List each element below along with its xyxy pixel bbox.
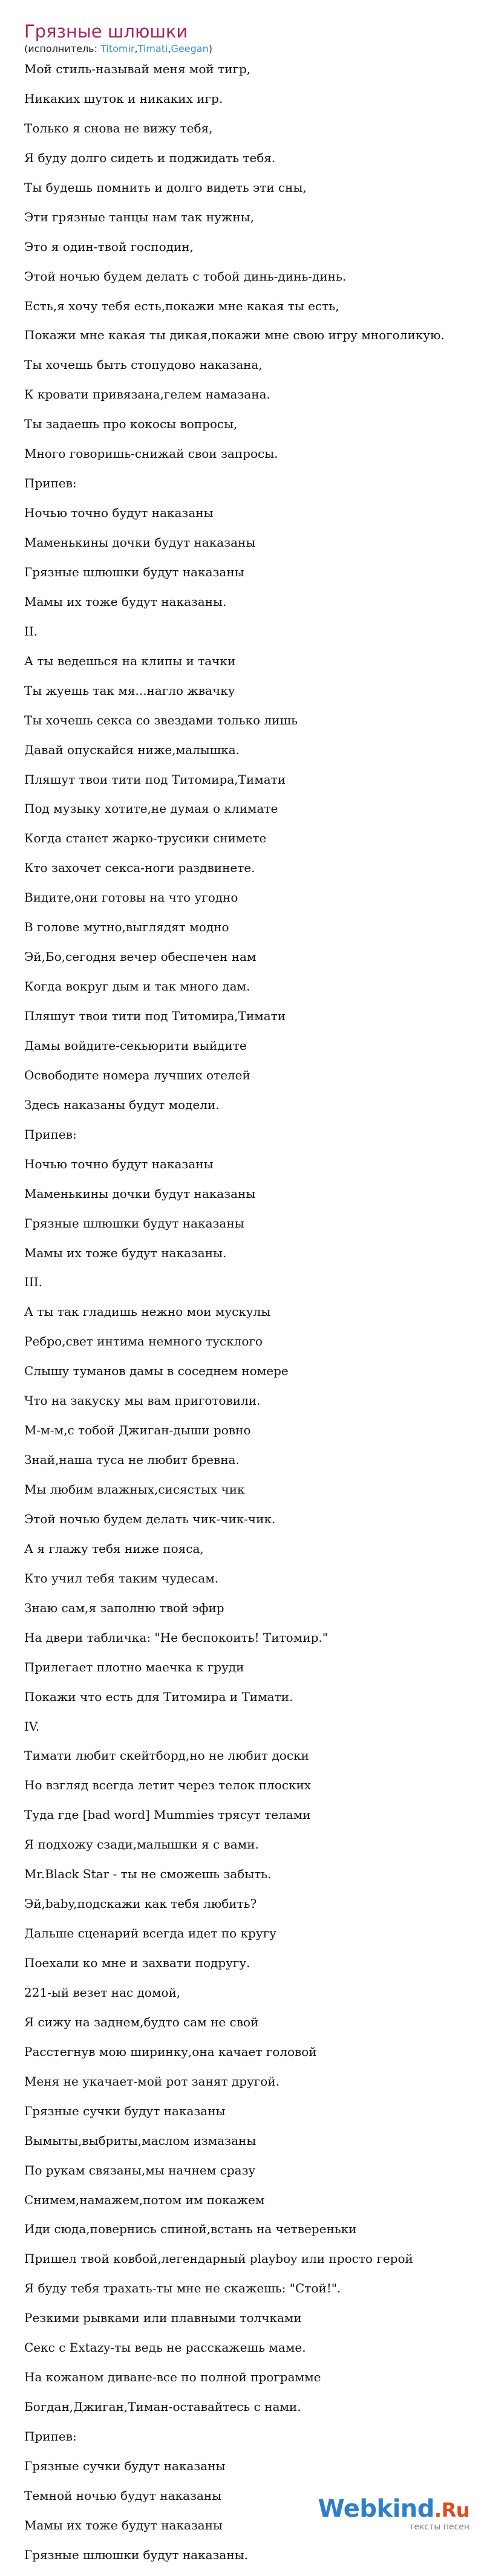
lyric-line: Пришел твой ковбой,легендарный playboy или просто герой [24, 2251, 413, 2266]
lyric-line: Освободите номера лучших отелей [24, 1067, 250, 1082]
lyric-line: IV. [24, 1719, 40, 1734]
lyric-line: Припев: [24, 2429, 77, 2444]
lyric-line: Кто учил тебя таким чудесам. [24, 1570, 219, 1586]
lyric-line: Никаких шуток и никаких игр. [24, 91, 223, 106]
lyric-line: К кровати привязана,гелем намазана. [24, 387, 270, 402]
lyric-line: Знаю сам,я заполню твой эфир [24, 1600, 224, 1615]
lyric-line: М-м-м,с тобой Джиган-дыши ровно [24, 1423, 251, 1438]
lyric-line: Знай,наша туса не любит бревна. [24, 1452, 240, 1468]
logo-name: Webkind [318, 2495, 434, 2523]
lyric-line: III. [24, 1275, 43, 1290]
lyric-line: Мамы их тоже будут наказаны [24, 2517, 223, 2532]
lyric-line: Богдан,Джиган,Тиман-оставайтесь с нами. [24, 2399, 301, 2415]
lyric-line: Темной ночью будут наказаны [24, 2488, 222, 2503]
lyric-line: Припев: [24, 476, 77, 491]
lyric-line: Ты жуешь так мя...нагло жвачку [24, 683, 235, 698]
lyric-line: Что на закуску мы вам приготовили. [24, 1393, 261, 1408]
lyric-line: Маменькины дочки будут наказаны [24, 535, 256, 550]
lyric-line: Пляшут твои тити под Титомира,Тимати [24, 772, 286, 787]
lyric-line: Ночью точно будут наказаны [24, 1156, 214, 1171]
lyric-line: Эти грязные танцы нам так нужны, [24, 209, 254, 224]
lyric-line: А ты так гладишь нежно мои мускулы [24, 1304, 271, 1319]
lyric-line: Резкими рывками или плавными толчками [24, 2311, 302, 2326]
lyric-line: Ты задаешь про кокосы вопросы, [24, 417, 238, 432]
performers-prefix: (исполнитель: [24, 43, 101, 54]
lyric-line: По рукам связаны,мы начнем сразу [24, 2162, 256, 2178]
lyric-line: II. [24, 623, 38, 639]
lyric-line: Секс с Extazy-ты ведь не расскажешь маме. [24, 2340, 306, 2355]
lyric-line: Грязные шлюшки будут наказаны. [24, 2547, 248, 2562]
lyric-line: Много говоришь-снижай свои запросы. [24, 446, 278, 461]
lyric-line: Дамы войдите-секьюрити выйдите [24, 1038, 247, 1053]
lyrics-text [24, 60, 466, 2576]
lyric-line: Есть,я хочу тебя есть,покажи мне какая ты есть, [24, 298, 339, 313]
lyric-line: Грязные шлюшки будут наказаны [24, 1215, 244, 1231]
lyric-line: Давай опускайся ниже,малышка. [24, 742, 240, 757]
lyric-line: Мой стиль-называй меня мой тигр, [24, 62, 251, 76]
lyric-line: Дальше сценарий всегда идет по кругу [24, 1926, 276, 1941]
logo-wordmark [318, 2496, 469, 2523]
lyric-line: Снимем,намажем,потом им покажем [24, 2192, 265, 2207]
lyric-line: Я буду тебя трахать-ты мне не скажешь: "Стой!". [24, 2281, 341, 2296]
webkind-logo[interactable] [318, 2496, 469, 2532]
lyric-line: Я буду долго сидеть и поджидать тебя. [24, 150, 276, 165]
lyric-line: Мамы их тоже будут наказаны. [24, 594, 227, 609]
lyric-line: Грязные сучки будут наказаны [24, 2103, 226, 2118]
lyric-line: Я подхожу сзади,малышки я с вами. [24, 1837, 259, 1852]
lyric-line: Меня не укачает-мой рот занят другой. [24, 2073, 280, 2089]
performers-suffix: ) [208, 43, 212, 54]
lyric-line: Когда станет жарко-трусики снимете [24, 831, 267, 846]
lyric-line: А я глажу тебя ниже пояса, [24, 1541, 204, 1556]
lyric-line: Поехали ко мне и захвати подругу. [24, 1956, 250, 1970]
lyric-line: Прилегает плотно маечка к груди [24, 1659, 244, 1674]
lyric-line: 221-ый везет нас домой, [24, 1985, 181, 2000]
lyric-line: Мамы их тоже будут наказаны. [24, 1245, 227, 1260]
lyric-line: Грязные шлюшки будут наказаны [24, 564, 244, 579]
lyric-line: Когда вокруг дым и так много дам. [24, 979, 250, 994]
lyric-line: Покажи что есть для Титомира и Тимати. [24, 1689, 293, 1704]
lyric-line: Эй,Бо,сегодня вечер обеспечен нам [24, 949, 257, 964]
lyric-line: Ночью точно будут наказаны [24, 506, 214, 521]
performer-link-titomir[interactable]: Titomir [100, 43, 135, 54]
lyric-line: Этой ночью будем делать чик-чик-чик. [24, 1511, 276, 1526]
lyric-line: Это я один-твой господин, [24, 239, 194, 254]
lyric-line: Мы любим влажных,сисястых чик [24, 1482, 245, 1497]
lyric-line: Маменькины дочки будут наказаны [24, 1186, 256, 1201]
lyric-line: Покажи мне какая ты дикая,покажи мне свою игру многоликую. [24, 328, 445, 343]
lyric-line: На кожаном диване-все по полной программе [24, 2370, 321, 2385]
lyric-line: Ты будешь помнить и долго видеть эти сны, [24, 180, 307, 195]
song-title: Грязные шлюшки [24, 21, 188, 42]
lyric-line: В голове мутно,выглядят модно [24, 920, 229, 935]
lyric-line: Тимати любит скейтборд,но не любит доски [24, 1748, 309, 1763]
performer-link-geegan[interactable]: Geegan [171, 43, 209, 54]
lyric-line: Иди сюда,повернись спиной,встань на четвереньки [24, 2222, 357, 2237]
lyric-line: Туда где [bad word] Mummies трясут телами [24, 1807, 311, 1823]
lyric-line: Этой ночью будем делать с тобой динь-динь-динь. [24, 268, 347, 284]
lyric-line: А ты ведешься на клипы и тачки [24, 653, 236, 668]
logo-tagline: тексты песен [409, 2522, 469, 2532]
lyric-line: Припев: [24, 1127, 77, 1142]
lyric-line: Ты хочешь секса со звездами только лишь [24, 712, 298, 727]
performer-link-timati[interactable]: Timati [137, 43, 168, 54]
lyric-line: Но взгляд всегда летит через телок плоских [24, 1778, 312, 1793]
lyric-line: Под музыку хотите,не думая о климате [24, 801, 278, 816]
lyric-line: Грязные сучки будут наказаны [24, 2458, 226, 2473]
logo-tld: .Ru [434, 2499, 469, 2522]
lyric-line: На двери табличка: "Не беспокоить! Титомир." [24, 1630, 328, 1645]
lyric-line: Ты хочешь быть стопудово наказана, [24, 357, 263, 372]
lyric-line: Ребро,свет интима немного тусклого [24, 1334, 263, 1349]
lyric-line: Здесь наказаны будут модели. [24, 1097, 220, 1112]
lyric-line: Я сижу на заднем,будто сам не свой [24, 2014, 259, 2029]
lyric-line: Расстегнув мою ширинку,она качает головой [24, 2044, 317, 2059]
lyric-line: Mr.Black Star - ты не сможешь забыть. [24, 1867, 272, 1882]
lyric-line: Вымыты,выбриты,маслом измазаны [24, 2133, 257, 2148]
lyric-line: Эй,baby,подскажи как тебя любить? [24, 1896, 257, 1911]
lyric-line: Кто захочет секса-ноги раздвинете. [24, 860, 255, 876]
lyric-line: Слышу туманов дамы в соседнем номере [24, 1364, 289, 1379]
lyric-line: Пляшут твои тити под Титомира,Тимати [24, 1009, 286, 1023]
lyric-line: Видите,они готовы на что угодно [24, 890, 238, 905]
lyric-line: Только я снова не вижу тебя, [24, 120, 213, 135]
performers-line: (исполнитель: Titomir,Timati,Geegan) [24, 43, 212, 54]
